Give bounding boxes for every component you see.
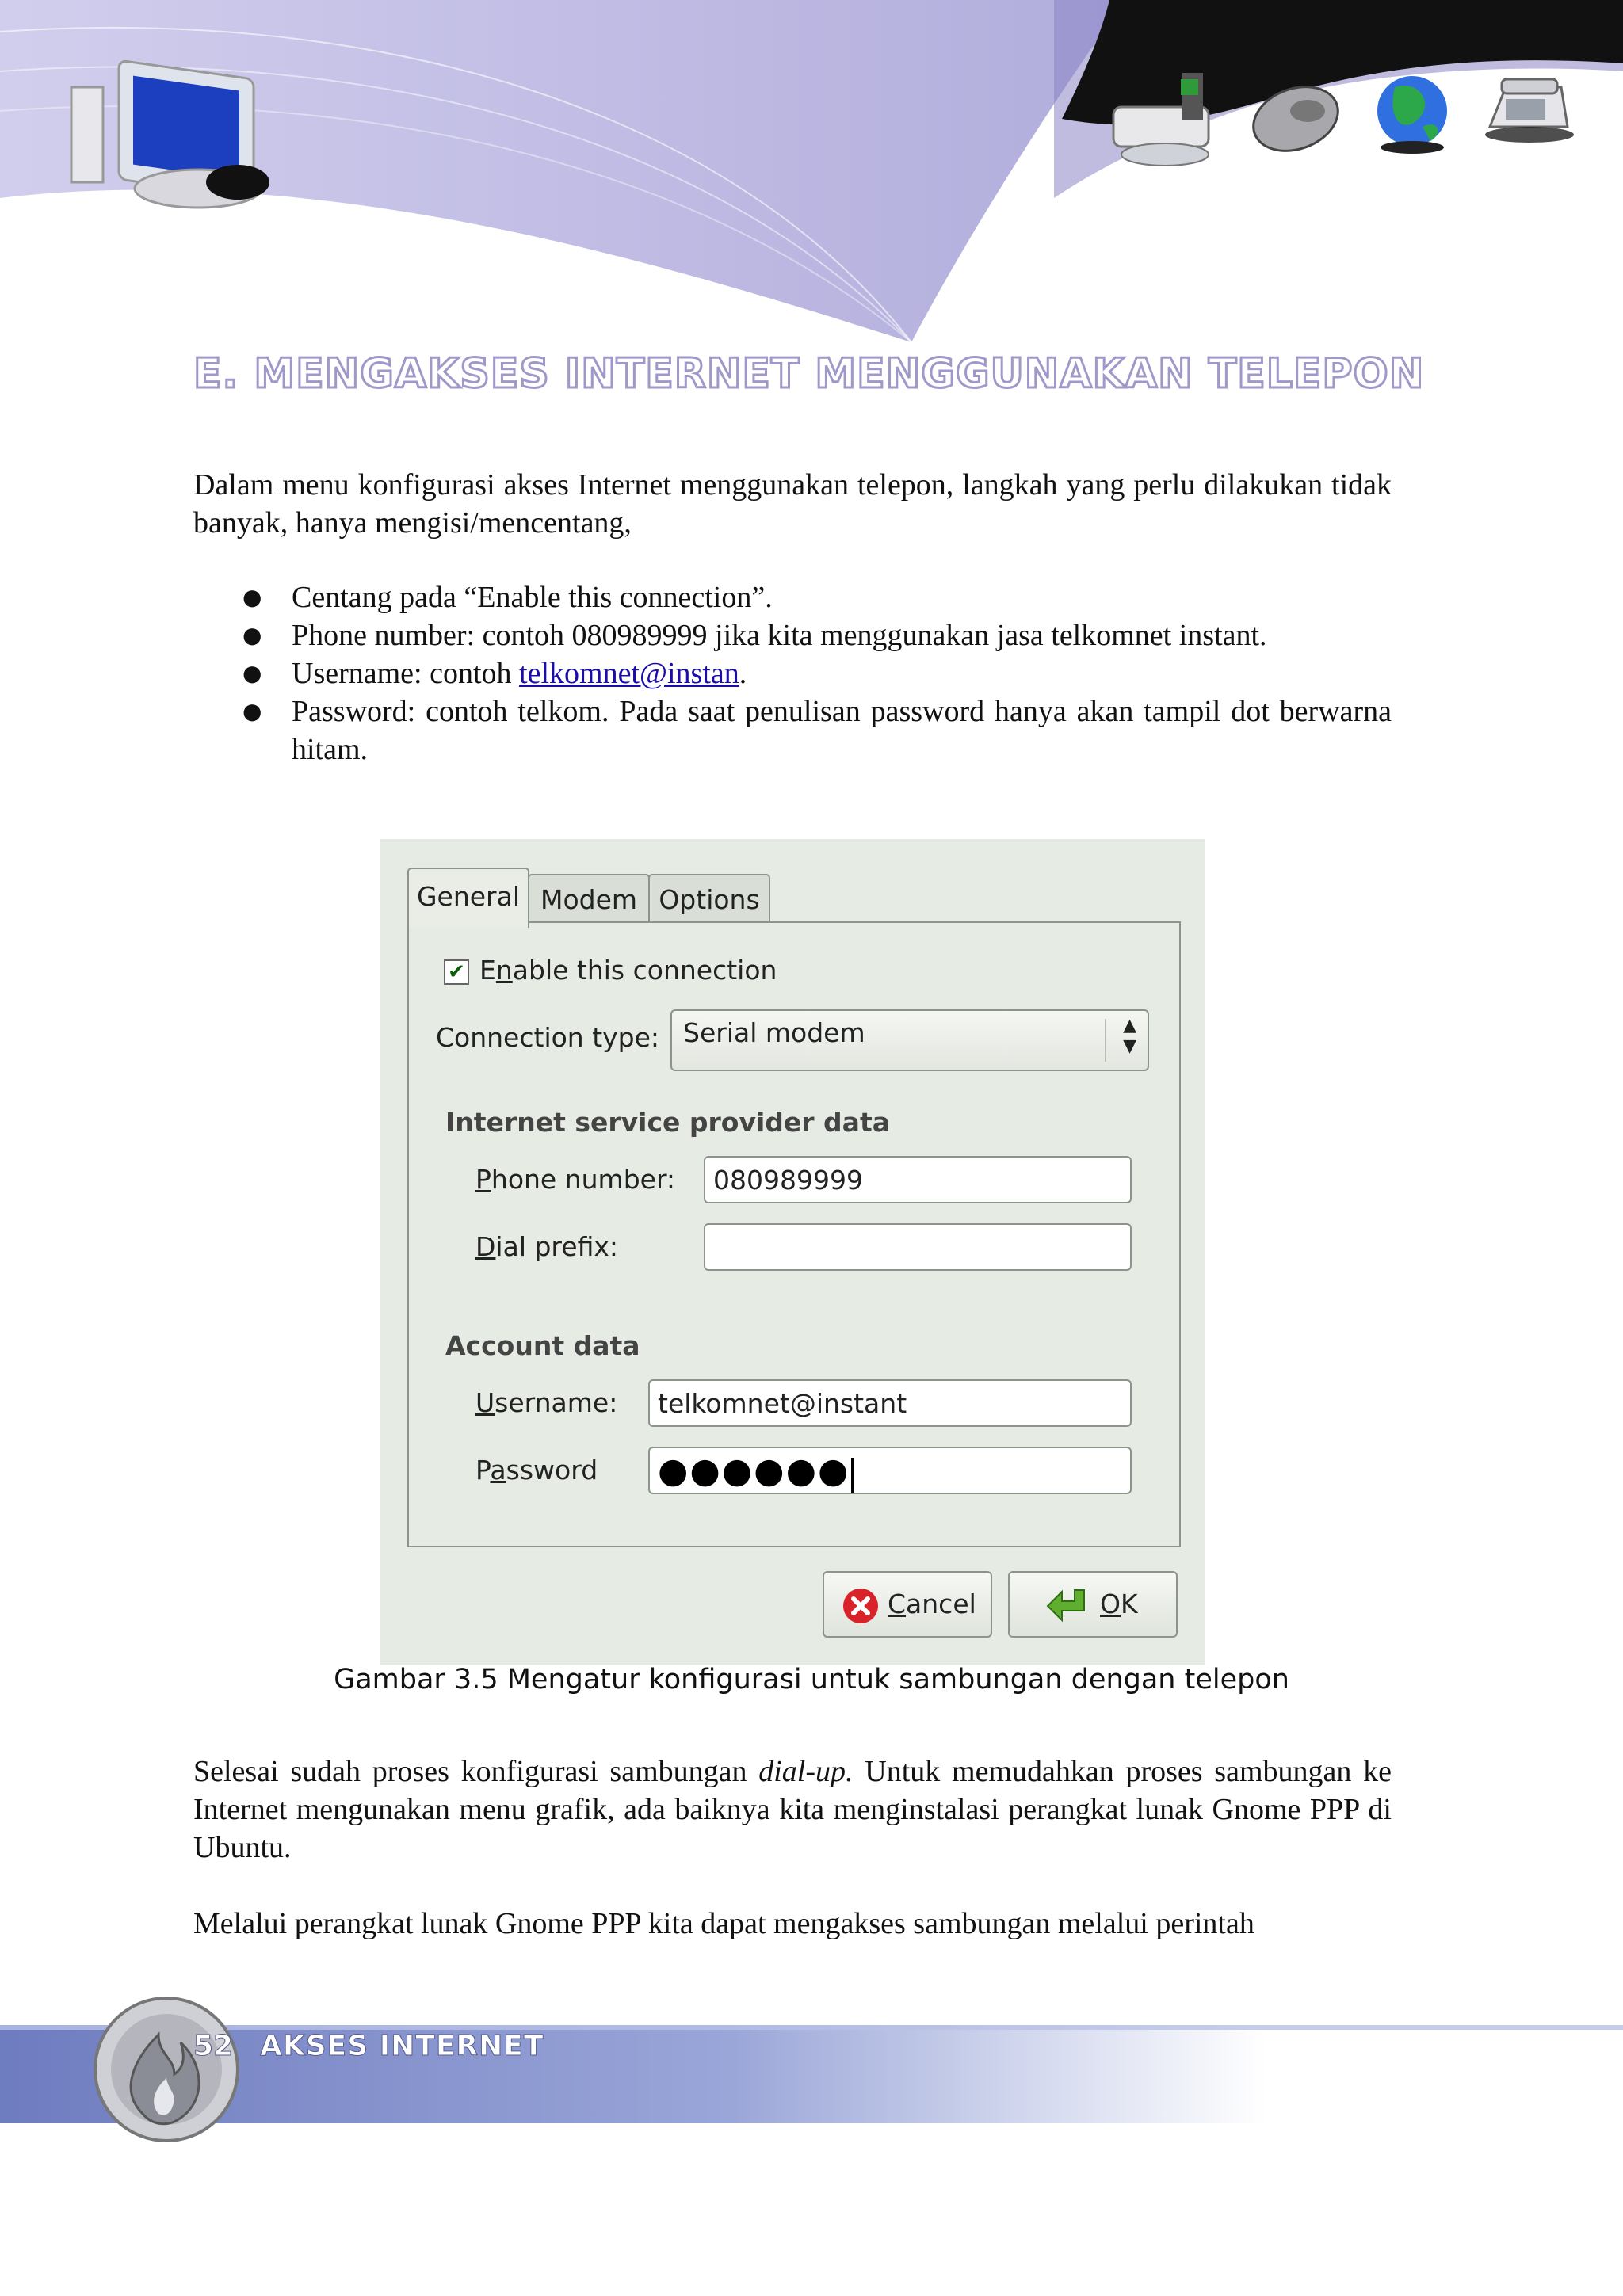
list-item-text: Username: contoh [292, 657, 520, 690]
conclusion-paragraph: Selesai sudah proses konfigurasi sambungan dial-up. Untuk memudahkan proses sambungan ke Internet mengunakan menu grafik, ada baiknya kita menginstalasi perangkat lunak Gnome PPP di Ubuntu. [193, 1755, 1392, 1864]
ok-arrow-icon [1044, 1587, 1092, 1625]
cancel-x-icon [842, 1587, 880, 1625]
connection-type-label: Connection type: [436, 1022, 660, 1053]
spinner-arrows-icon: ▲ ▼ [1123, 1016, 1136, 1056]
list-item: ● Password: contoh telkom. Pada saat penulisan password hanya akan tampil dot berwarna hitam. [242, 692, 1392, 769]
username-input[interactable]: telkomnet@instant [648, 1379, 1132, 1427]
isp-data-header: Internet service provider data [445, 1107, 890, 1138]
phone-number-input[interactable]: 080989999 [704, 1156, 1132, 1203]
header-decoration [0, 0, 1623, 364]
ok-button[interactable] [1008, 1571, 1178, 1638]
dial-prefix-label: Dial prefix: [475, 1231, 618, 1262]
cancel-button-label: Cancel [888, 1589, 976, 1619]
tab-options[interactable]: Options [648, 874, 770, 925]
connection-type-select[interactable] [670, 1009, 1149, 1071]
list-item [242, 654, 1392, 692]
telephone-icon [1485, 79, 1574, 143]
globe-icon [1377, 76, 1447, 154]
username-example-link[interactable]: telkomnet@instan [519, 657, 739, 690]
page-number: 52 [193, 2030, 234, 2062]
phone-number-label: Phone number: [475, 1164, 676, 1195]
connection-type-value: Serial modem [683, 1017, 865, 1048]
cancel-button[interactable] [823, 1571, 992, 1638]
checkmark-icon: ✔ [448, 960, 465, 984]
account-data-header: Account data [445, 1330, 640, 1361]
combo-separator [1105, 1019, 1106, 1062]
password-label: Password [475, 1455, 598, 1486]
dial-prefix-input[interactable] [704, 1223, 1132, 1271]
enable-connection-label: Enable this connection [479, 955, 777, 986]
final-paragraph: Melalui perangkat lunak Gnome PPP kita dapat mengakses sambungan melalui perintah [193, 1907, 1254, 1940]
enable-connection-checkbox[interactable] [444, 959, 469, 985]
tab-modem[interactable]: Modem [528, 874, 650, 925]
section-title: E. MENGAKSES INTERNET MENGGUNAKAN TELEPON [193, 350, 1425, 398]
instruction-list [242, 578, 1392, 769]
list-item-text: . [739, 657, 747, 690]
running-title: AKSES INTERNET [260, 2030, 544, 2062]
password-input[interactable] [648, 1447, 1132, 1494]
intro-paragraph: Dalam menu konfigurasi akses Internet menggunakan telepon, langkah yang perlu dilakukan tidak banyak, hanya mengisi/mencentang, [193, 468, 1392, 540]
ok-button-label: OK [1100, 1589, 1138, 1619]
tab-general[interactable]: General [407, 868, 529, 928]
figure-caption: Gambar 3.5 Mengatur konfigurasi untuk sambungan dengan telepon [334, 1664, 1289, 1695]
list-item: ● Phone number: contoh 080989999 jika kita menggunakan jasa telkomnet instant. [242, 616, 1392, 654]
disc-flame-logo [79, 1987, 254, 2145]
password-dots: ●●●●●● [658, 1451, 850, 1491]
text-caret [851, 1458, 854, 1493]
username-label: Username: [475, 1387, 618, 1418]
list-item: ● Centang pada “Enable this connection”. [242, 578, 1392, 616]
connection-settings-dialog [380, 839, 1205, 1665]
